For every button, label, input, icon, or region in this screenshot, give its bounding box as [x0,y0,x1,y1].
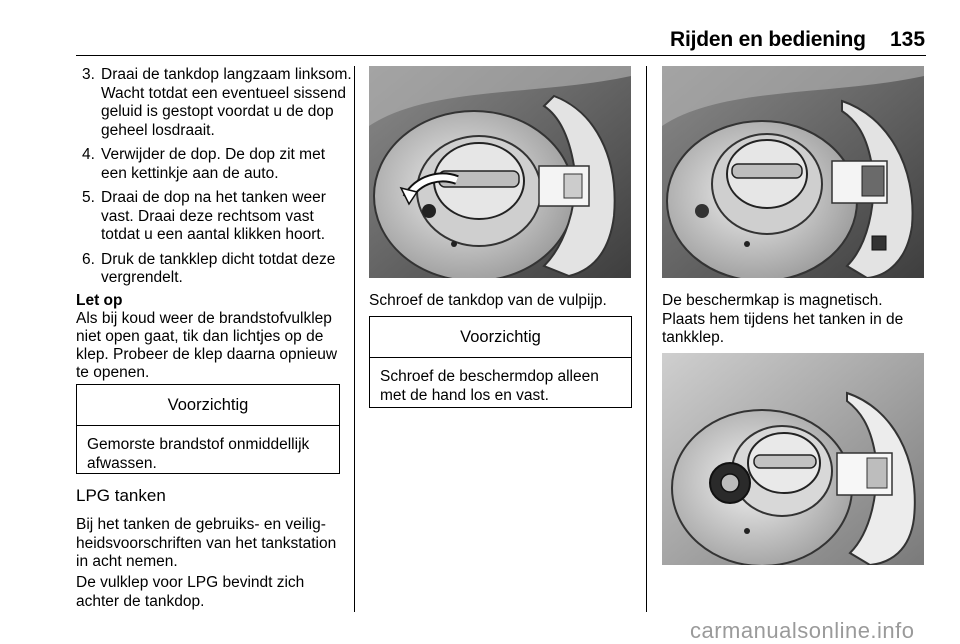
lpg-paragraph-1: Bij het tanken de gebruiks- en veiligheidsvoorschriften van het tankstation in acht nemen. [76,516,337,570]
step-number: 6. [82,250,95,268]
figure-fuel-cap-removal [369,66,631,278]
figure-2-caption: De beschermkap is magnetisch. Plaats hem tijdens het tanken in de tankklep. [662,292,904,346]
step-text: Druk de tankklep dicht totdat deze vergrendelt. [101,250,336,286]
fuel-cap-illustration [369,66,631,278]
step-number: 5. [82,189,95,206]
caution-body: Gemorste brandstof onmiddellijk afwassen. [87,436,310,472]
watermark: carmanualsonline.info [690,618,915,643]
column-divider-left [354,66,355,612]
caution-heading: Voorzichtig [370,317,631,358]
caution-body: Schroef de beschermdop alleen met de hand los en vast. [380,368,599,404]
step-text: Draai de tankdop langzaam linksom. Wacht totdat een eventueel sissend geluid is gestopt voordat u de dop geheel losdraait. [101,66,352,139]
header-rule [76,55,926,56]
note-heading: Let op [76,292,123,309]
caution-box [76,384,340,474]
figure-fuel-door-open [662,66,924,278]
step-item [76,146,352,183]
section-heading-lpg: LPG tanken [76,486,166,505]
step-text: Draai de dop na het tanken weer vast. Draai deze rechtsom vast totdat u een aantal klikken hoort. [101,189,326,243]
step-list [76,66,352,294]
fuel-door-illustration [662,66,924,278]
step-item [76,251,352,288]
step-item [76,189,352,245]
note-text: Als bij koud weer de brandstofvulklep niet open gaat, tik dan lichtjes op de klep. Probeer de klep daarna opnieuw te openen. [76,310,338,381]
lpg-valve-illustration [662,353,924,565]
caution-heading: Voorzichtig [77,385,339,426]
column-divider-right [646,66,647,612]
step-number: 4. [82,146,95,163]
figure-lpg-valve [662,353,924,565]
page-number: 135 [890,28,926,51]
caution-box [369,316,632,408]
step-item [76,66,352,140]
lpg-paragraph-2: De vulklep voor LPG bevindt zich achter de tankdop. [76,574,305,610]
step-text: Verwijder de dop. De dop zit met een kettinkje aan de auto. [101,146,326,182]
page-header-title: Rijden en bediening [670,28,866,51]
step-number: 3. [82,66,95,83]
figure-1-caption: Schroef de tankdop van de vulpijp. [369,292,607,309]
